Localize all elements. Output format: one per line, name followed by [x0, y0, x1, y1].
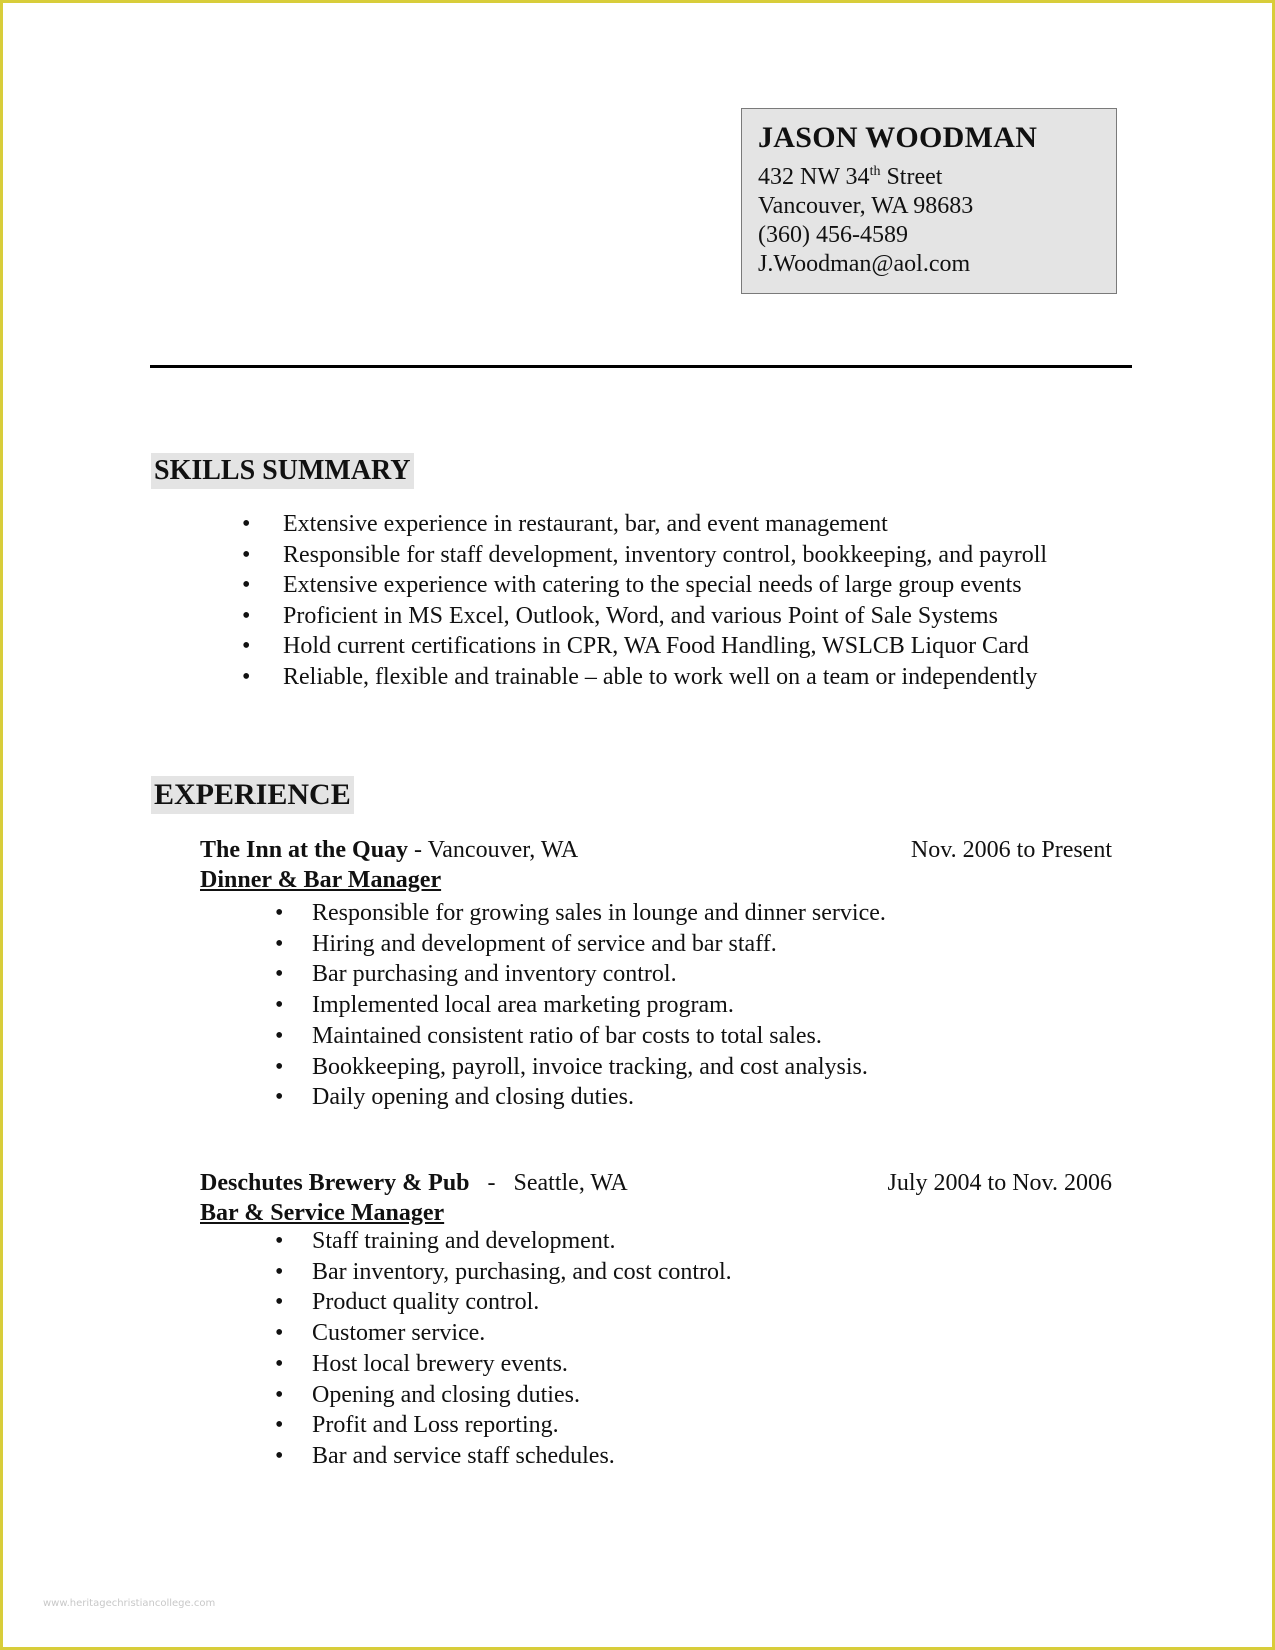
- list-item-text: Opening and closing duties.: [312, 1381, 580, 1408]
- bullet-icon: •: [242, 572, 251, 599]
- list-item-text: Reliable, flexible and trainable – able to work well on a team or independently: [283, 663, 1038, 690]
- list-item: [242, 601, 1047, 632]
- list-item-text: Customer service.: [312, 1320, 486, 1347]
- list-item: [275, 1257, 732, 1288]
- bullet-icon: •: [275, 1084, 284, 1111]
- bullet-icon: •: [275, 900, 284, 926]
- bullet-icon: •: [275, 992, 284, 1019]
- job-2-duties: [275, 1226, 732, 1472]
- job-1-title: Dinner & Bar Manager: [200, 867, 442, 893]
- bullet-icon: •: [275, 1258, 284, 1285]
- bullet-icon: •: [275, 961, 284, 988]
- list-item: [275, 1441, 732, 1472]
- list-item-text: Proficient in MS Excel, Outlook, Word, and various Point of Sale Systems: [283, 602, 998, 629]
- list-item-text: Staff training and development.: [312, 1228, 616, 1254]
- list-item: [275, 1052, 886, 1083]
- bullet-icon: •: [275, 1289, 284, 1316]
- job-2-location: - Seattle, WA: [469, 1170, 628, 1196]
- job-1-duties: [275, 898, 886, 1113]
- list-item-text: Maintained consistent ratio of bar costs to total sales.: [312, 1022, 822, 1049]
- list-item: [275, 929, 886, 960]
- list-item: [275, 1287, 732, 1318]
- list-item-text: Responsible for staff development, inventory control, bookkeeping, and payroll: [283, 541, 1048, 568]
- bullet-icon: •: [275, 1228, 284, 1254]
- list-item: [275, 1349, 732, 1380]
- list-item-text: Implemented local area marketing program.: [312, 992, 734, 1019]
- list-item-text: Daily opening and closing duties.: [312, 1084, 634, 1111]
- experience-heading: EXPERIENCE: [151, 776, 354, 814]
- list-item-text: Bar and service staff schedules.: [312, 1442, 615, 1469]
- list-item-text: Responsible for growing sales in lounge and dinner service.: [312, 900, 886, 926]
- bullet-icon: •: [275, 1412, 284, 1439]
- job-2-title: Bar & Service Manager: [200, 1200, 445, 1226]
- list-item: [242, 570, 1047, 601]
- list-item: [275, 1318, 732, 1349]
- list-item: [275, 1226, 732, 1257]
- list-item-text: Bookkeeping, payroll, invoice tracking, and cost analysis.: [312, 1053, 868, 1080]
- job-1-dates: Nov. 2006 to Present: [910, 837, 1112, 863]
- job-1-location: - Vancouver, WA: [408, 837, 579, 863]
- list-item-text: Bar inventory, purchasing, and cost control.: [312, 1258, 732, 1285]
- job-2-dates: July 2004 to Nov. 2006: [887, 1170, 1112, 1196]
- applicant-name: JASON WOODMAN: [758, 121, 1038, 154]
- bullet-icon: •: [242, 602, 251, 629]
- bullet-icon: •: [242, 511, 251, 537]
- list-item: [242, 540, 1048, 571]
- city-state-zip: Vancouver, WA 98683: [758, 193, 974, 219]
- skills-summary-heading: SKILLS SUMMARY: [151, 453, 414, 489]
- list-item-text: Host local brewery events.: [312, 1350, 568, 1377]
- list-item: [242, 631, 1047, 662]
- phone-number: (360) 456-4589: [758, 222, 908, 248]
- job-1-employer: The Inn at the Quay: [200, 837, 409, 863]
- list-item-text: Hiring and development of service and bar staff.: [312, 930, 777, 957]
- bullet-icon: •: [242, 633, 251, 660]
- job-1-header: [200, 835, 578, 865]
- bullet-icon: •: [275, 1350, 284, 1377]
- list-item: [242, 662, 1047, 693]
- bullet-icon: •: [275, 1022, 284, 1049]
- header-divider: [150, 365, 1132, 368]
- street-address: 432 NW 34th Street: [758, 164, 943, 190]
- watermark: www.heritagechristiancollege.com: [43, 1598, 216, 1609]
- bullet-icon: •: [275, 1053, 284, 1080]
- list-item-text: Profit and Loss reporting.: [312, 1412, 559, 1439]
- job-2-header: [200, 1168, 628, 1198]
- skills-list: [242, 509, 1048, 693]
- bullet-icon: •: [275, 1320, 284, 1347]
- bullet-icon: •: [275, 1442, 284, 1469]
- list-item: [275, 1021, 886, 1052]
- list-item: [275, 1082, 886, 1113]
- list-item-text: Hold current certifications in CPR, WA Food Handling, WSLCB Liquor Card: [283, 633, 1029, 660]
- bullet-icon: •: [242, 541, 251, 568]
- list-item: [275, 990, 886, 1021]
- job-2-employer: Deschutes Brewery & Pub: [200, 1170, 470, 1196]
- email-address: J.Woodman@aol.com: [758, 251, 971, 277]
- bullet-icon: •: [275, 1381, 284, 1408]
- list-item: [275, 959, 886, 990]
- list-item-text: Bar purchasing and inventory control.: [312, 961, 677, 988]
- list-item-text: Product quality control.: [312, 1289, 540, 1316]
- bullet-icon: •: [242, 663, 251, 690]
- list-item-text: Extensive experience in restaurant, bar, and event management: [283, 511, 888, 537]
- list-item: [275, 1380, 732, 1411]
- contact-box: [741, 108, 1117, 294]
- list-item: [275, 898, 886, 929]
- list-item: [242, 509, 1047, 540]
- list-item: [275, 1410, 732, 1441]
- bullet-icon: •: [275, 930, 284, 957]
- list-item-text: Extensive experience with catering to the special needs of large group events: [283, 572, 1022, 599]
